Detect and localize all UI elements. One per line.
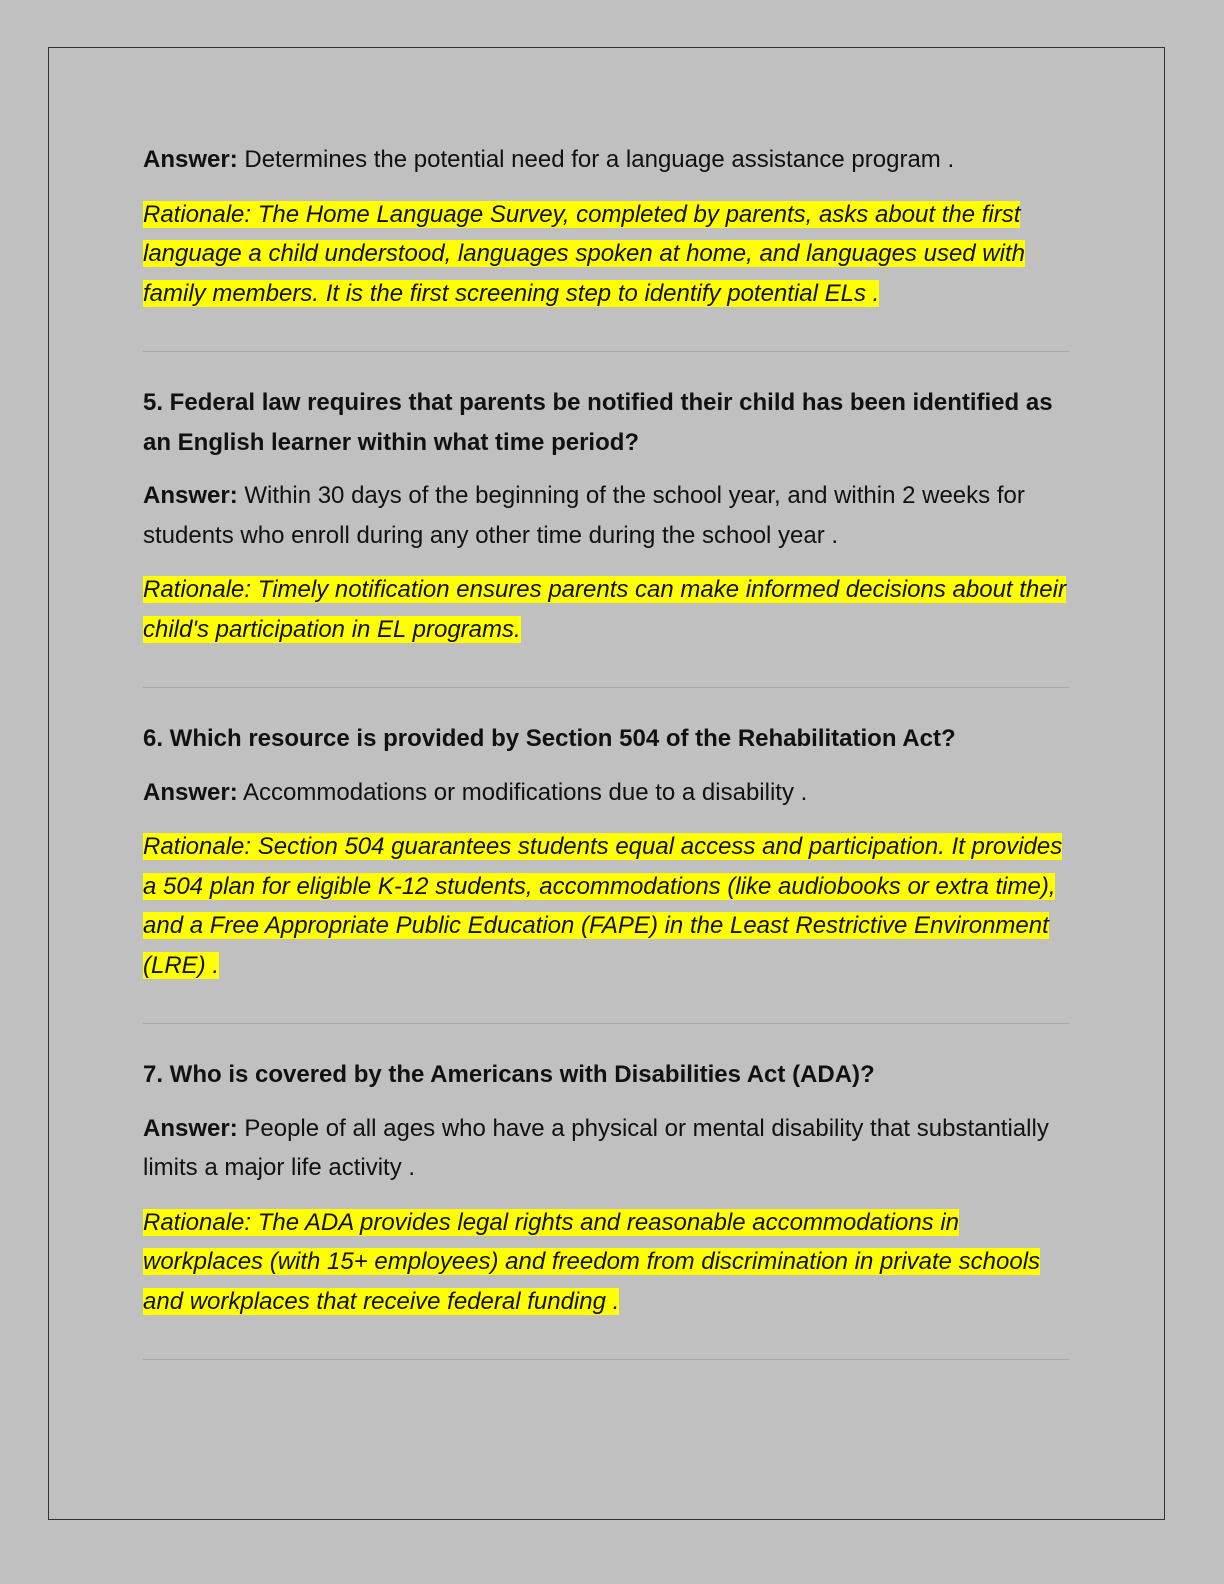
rationale-text: Rationale: Timely notification ensures parents can make informed decisions about their child's participation in EL programs. <box>143 576 1066 643</box>
answer-label: Answer: <box>143 482 238 509</box>
answer-text: Within 30 days of the beginning of the school year, and within 2 weeks for students who enroll during any other time during the school year . <box>143 482 1025 549</box>
answer-label: Answer: <box>143 1114 238 1142</box>
answer-text: People of all ages who have a physical or mental disability that substantially limits a major life activity . <box>143 1114 1049 1181</box>
answer <box>143 773 1073 813</box>
answer <box>143 476 1073 555</box>
rationale <box>143 827 1073 985</box>
qa-block-7 <box>143 1055 1073 1321</box>
answer <box>143 1109 1073 1188</box>
rationale-text: Rationale: The Home Language Survey, completed by parents, asks about the first language a child understood, languages spoken at home, and languages used with family members. It is the first screening step to identify potential ELs . <box>143 200 1025 307</box>
divider <box>143 351 1069 352</box>
rationale <box>143 195 1073 314</box>
divider <box>143 1023 1069 1024</box>
rationale-text: Rationale: The ADA provides legal rights and reasonable accommodations in workplaces (with 15+ employees) and freedom from discrimination in private schools and workplaces that receive federal funding . <box>143 1208 1041 1315</box>
qa-block-4 <box>143 140 1073 313</box>
question: 6. Which resource is provided by Section 504 of the Rehabilitation Act? <box>143 725 956 752</box>
divider <box>143 1359 1069 1360</box>
answer <box>143 140 1073 180</box>
question: 7. Who is covered by the Americans with Disabilities Act (ADA)? <box>143 1061 875 1088</box>
question: 5. Federal law requires that parents be notified their child has been identified as an English learner within what time period? <box>143 389 1053 456</box>
rationale <box>143 1203 1073 1322</box>
qa-block-5 <box>143 383 1073 649</box>
divider <box>143 687 1069 688</box>
answer-text: Determines the potential need for a language assistance program . <box>244 146 955 173</box>
answer-text: Accommodations or modifications due to a disability . <box>243 778 808 806</box>
rationale <box>143 570 1073 649</box>
qa-block-6 <box>143 719 1073 985</box>
rationale-text: Rationale: Section 504 guarantees students equal access and participation. It provides a 504 plan for eligible K-12 students, accommodations (like audiobooks or extra time), and a Free Appropriate Public Education (FAPE) in the Least Restrictive Environment (LRE) . <box>143 833 1063 979</box>
answer-label: Answer: <box>143 146 238 173</box>
document-content <box>143 140 1073 1391</box>
answer-label: Answer: <box>143 778 238 806</box>
